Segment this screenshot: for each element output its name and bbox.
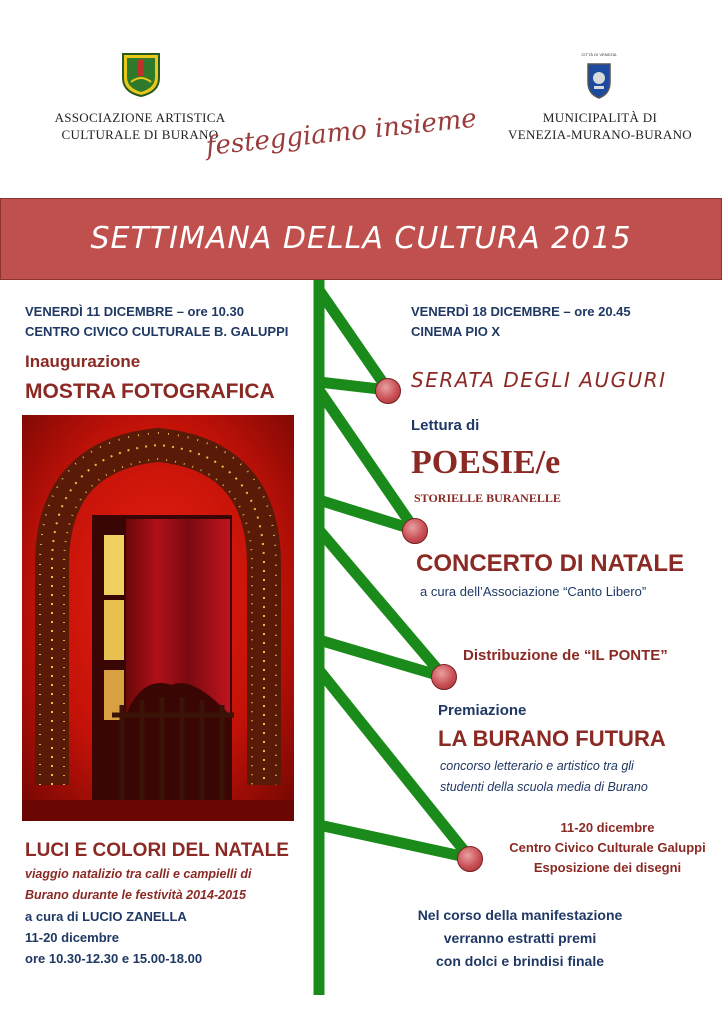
closing-line1: Nel corso della manifestazione [417,907,623,923]
exhibition-hours: ore 10.30-12.30 e 15.00-18.00 [25,951,203,966]
municipality-line2: VENEZIA-MURANO-BURANO [508,127,692,142]
association-line1: ASSOCIAZIONE ARTISTICA [54,110,226,125]
lights-desc-line1: viaggio natalizio tra calli e campielli di [25,867,252,881]
drawings-place: Centro Civico Culturale Galuppi [509,840,706,855]
greetings-evening: SERATA DEGLI AUGURI [411,368,667,392]
drawings-dates: 11-20 dicembre [560,820,655,835]
banner-title: SETTIMANA DELLA CULTURA 2015 [90,221,632,256]
burano-futura-title: LA BURANO FUTURA [438,726,666,751]
left-place: CENTRO CIVICO CULTURALE B. GALUPPI [25,324,289,339]
closing-line3: con dolci e brindisi finale [435,953,605,969]
association-line2: CULTURALE DI BURANO [61,127,219,142]
drawings-title: Esposizione dei disegni [533,860,682,875]
municipality-line1: MUNICIPALITÀ DI [542,110,658,125]
stories-subtitle: STORIELLE BURANELLE [414,491,561,505]
lights-exhibition-title: LUCI E COLORI DEL NATALE [25,840,289,861]
contest-desc-line2: studenti della scuola media di Burano [440,780,648,794]
timeline-node-1 [375,378,401,404]
ponte-distribution: Distribuzione de “IL PONTE” [463,647,668,664]
exhibition-title: MOSTRA FOTOGRAFICA [25,380,275,403]
timeline-node-4 [457,846,483,872]
right-place: CINEMA PIO X [411,324,501,339]
venezia-logo-caption: CITTÀ DI VENEZIA [581,52,617,57]
christmas-door-photo [22,415,294,821]
exhibition-dates: 11-20 dicembre [25,930,119,945]
timeline-node-2 [402,518,428,544]
concert-title: CONCERTO DI NATALE [416,550,684,577]
right-date: VENERDÌ 18 DICEMBRE – ore 20.45 [411,304,631,319]
reading-label: Lettura di [411,417,480,434]
tagline: festeggiamo insieme [204,103,479,162]
left-date: VENERDÌ 11 DICEMBRE – ore 10.30 [25,304,244,319]
award-label: Premiazione [438,702,527,719]
poems-title: POESIE/e [411,444,561,481]
concert-organizer: a cura dell’Associazione “Canto Libero” [420,584,647,599]
timeline-node-3 [431,664,457,690]
contest-desc-line1: concorso letterario e artistico tra gli [440,759,634,773]
lights-desc-line2: Burano durante le festività 2014-2015 [25,888,246,902]
inauguration-label: Inaugurazione [25,352,141,371]
closing-line2: verranno estratti premi [443,930,597,946]
curator: a cura di LUCIO ZANELLA [25,909,187,924]
